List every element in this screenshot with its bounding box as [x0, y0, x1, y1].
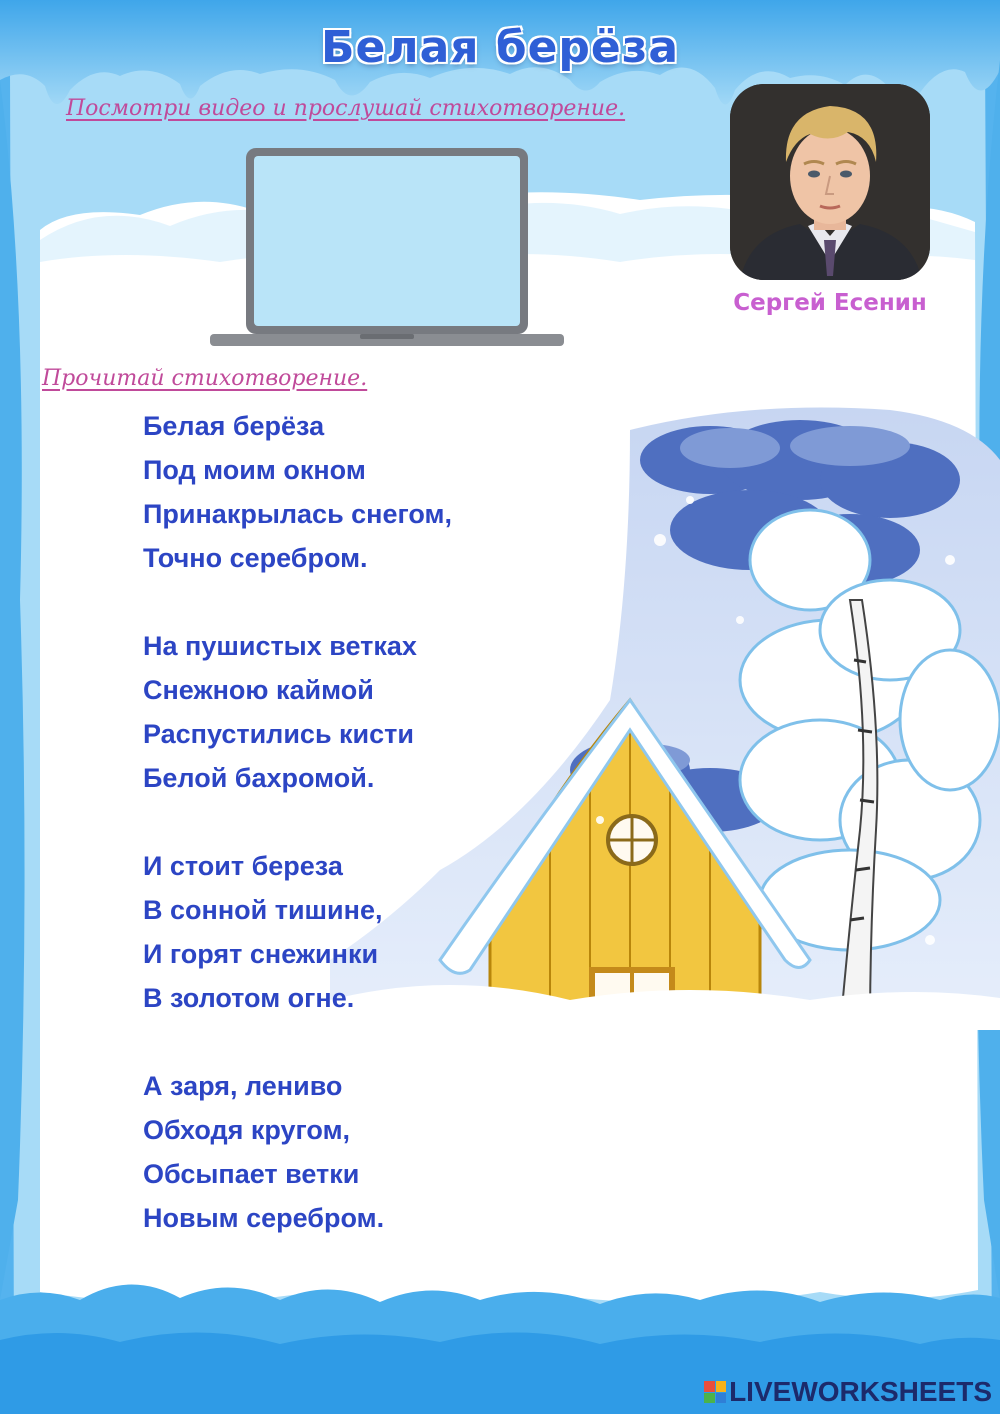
poem-line: В золотом огне. — [143, 983, 355, 1013]
poem-text — [143, 404, 452, 1284]
watermark-text: LIVEWORKSHEETS — [729, 1376, 992, 1407]
poem-stanza — [143, 404, 452, 580]
poem-stanza — [143, 844, 452, 1020]
poem-line: Под моим окном — [143, 455, 366, 485]
poem-line: На пушистых ветках — [143, 631, 417, 661]
liveworksheets-logo-icon — [704, 1381, 726, 1403]
poem-line: Принакрылась снегом, — [143, 499, 453, 529]
poem-line: Белая берёза — [143, 411, 325, 441]
poem-stanza — [143, 1064, 452, 1240]
page-title: Белая берёза — [320, 22, 680, 73]
poem-line: Новым серебром. — [143, 1203, 385, 1233]
poem-line: В сонной тишине, — [143, 895, 383, 925]
author-name: Сергей Есенин — [733, 290, 927, 316]
liveworksheets-watermark — [704, 1376, 992, 1408]
author-portrait — [730, 84, 930, 280]
poem-line: Обсыпает ветки — [143, 1159, 360, 1189]
read-instruction: Прочитай стихотворение. — [42, 366, 368, 391]
poem-line: Точно серебром. — [143, 543, 368, 573]
laptop-icon[interactable] — [210, 146, 564, 351]
poem-line: А заря, лениво — [143, 1071, 343, 1101]
poem-stanza — [143, 624, 452, 800]
poem-line: Белой бахромой. — [143, 763, 375, 793]
poem-line: Обходя кругом, — [143, 1115, 351, 1145]
poem-line: Распустились кисти — [143, 719, 414, 749]
poem-line: Снежною каймой — [143, 675, 374, 705]
poem-line: И горят снежинки — [143, 939, 379, 969]
poem-line: И стоит береза — [143, 851, 343, 881]
watch-instruction: Посмотри видео и прослушай стихотворение. — [66, 96, 626, 121]
